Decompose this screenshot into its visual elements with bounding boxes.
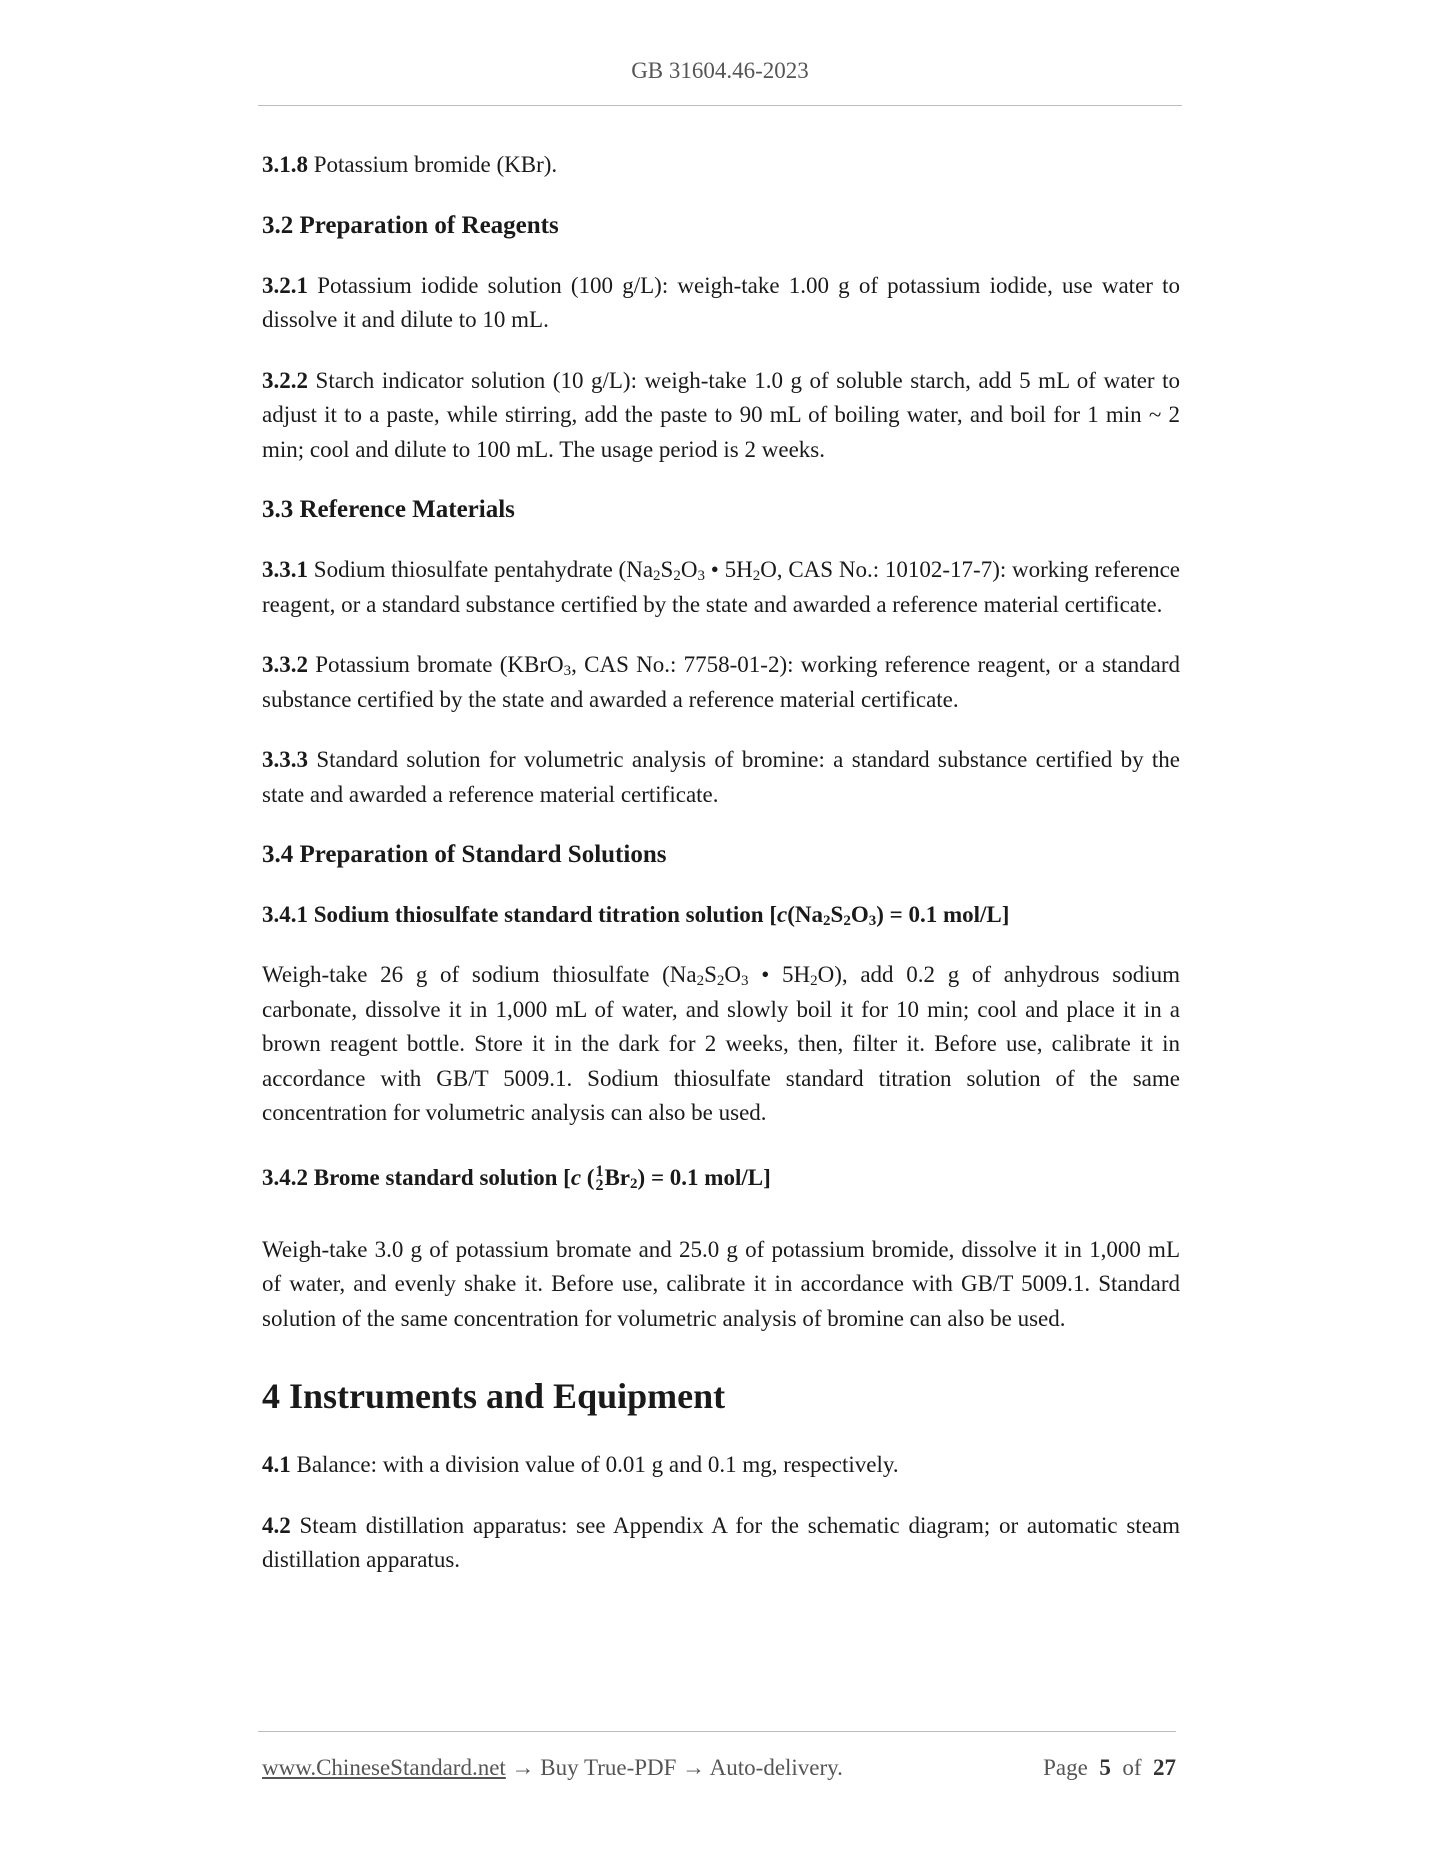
clause-3-2-1: 3.2.1 Potassium iodide solution (100 g/L): weigh-take 1.00 g of potassium iodide, use water to dissolve it and dilute to 10 mL. xyxy=(262,272,1181,332)
clause-3-3-3: 3.3.3 Standard solution for volumetric analysis of bromine: a standard substance certified by the state and awarded a reference material certificate. xyxy=(262,747,1181,807)
fraction-one-half: 1 2 xyxy=(595,1163,604,1195)
footer-promo-text: → Buy True-PDF → Auto-delivery. xyxy=(505,1755,843,1780)
header-divider xyxy=(258,105,1182,106)
clause-3-3-2: 3.3.2 Potassium bromate (KBrO$_3$, CAS No.: 7758-01-2): working reference reagent, or a standard substance certified by the state and awarded a reference material certificate. xyxy=(262,652,1180,712)
website-link[interactable]: www.ChineseStandard.net xyxy=(262,1755,506,1780)
heading-3-3: 3.3 Reference Materials xyxy=(262,496,515,523)
clause-3-1-8: 3.1.8 Potassium bromide (KBr). xyxy=(262,152,558,177)
heading-3-4-2: 3.4.2 Brome standard solution [c ( 1 2 $Br_2) = 0.1$ mol/L] xyxy=(262,1163,771,1195)
footer-divider xyxy=(258,1731,1176,1732)
clause-3-4-1-body: Weigh-take 26 g of sodium thiosulfate ($Na_2S_2O_3$ • $5H_2O$), add 0.2 g of anhydrous sodium carbonate, dissolve it in 1,000 mL of water, and slowly boil it for 10 min; cool and place it in a brown reagent bottle. Store it in the dark for 2 weeks, then, filter it. Before use, calibrate it in accordance with GB/T 5009.1. Sodium thiosulfate standard titration solution of the same concentration for volumetric analysis can also be used. xyxy=(262,962,1181,1125)
heading-3-4: 3.4 Preparation of Standard Solutions xyxy=(262,841,667,868)
clause-4-1: 4.1 Balance: with a division value of 0.01 g and 0.1 mg, respectively. xyxy=(262,1452,899,1477)
clause-3-2-2: 3.2.2 Starch indicator solution (10 g/L): weigh-take 1.0 g of soluble starch, add 5 mL of water to adjust it to a paste, while stirring, add the paste to 90 mL of boiling water, and boil for 1 min ~ 2 min; cool and dilute to 100 mL. The usage period is 2 weeks. xyxy=(262,367,1181,462)
page-indicator: Page 5 of 27 xyxy=(1043,1755,1176,1780)
page-header: GB 31604.46-2023 xyxy=(631,58,809,83)
document-body xyxy=(262,148,1180,1578)
page-footer xyxy=(262,1755,1176,1781)
heading-3-2: 3.2 Preparation of Reagents xyxy=(262,211,559,239)
heading-4: 4 Instruments and Equipment xyxy=(262,1376,726,1416)
clause-3-3-1: 3.3.1 Sodium thiosulfate pentahydrate ($Na_2S_2O_3$ • $5H_2O$, CAS No.: 10102-17-7): working reference reagent, or a standard substance certified by the state and awarded a reference material certificate. xyxy=(262,557,1180,617)
clause-4-2: 4.2 Steam distillation apparatus: see Appendix A for the schematic diagram; or automatic steam distillation apparatus. xyxy=(262,1512,1181,1572)
clause-3-4-2-body: Weigh-take 3.0 g of potassium bromate and 25.0 g of potassium bromide, dissolve it in 1,000 mL of water, and evenly shake it. Before use, calibrate it in accordance with GB/T 5009.1. Standard solution of the same concentration for volumetric analysis of bromine can also be used. xyxy=(262,1236,1180,1331)
heading-3-4-1: 3.4.1 Sodium thiosulfate standard titration solution [$c(Na_2S_2O_3) = 0.1$ mol/L] xyxy=(262,902,1010,929)
